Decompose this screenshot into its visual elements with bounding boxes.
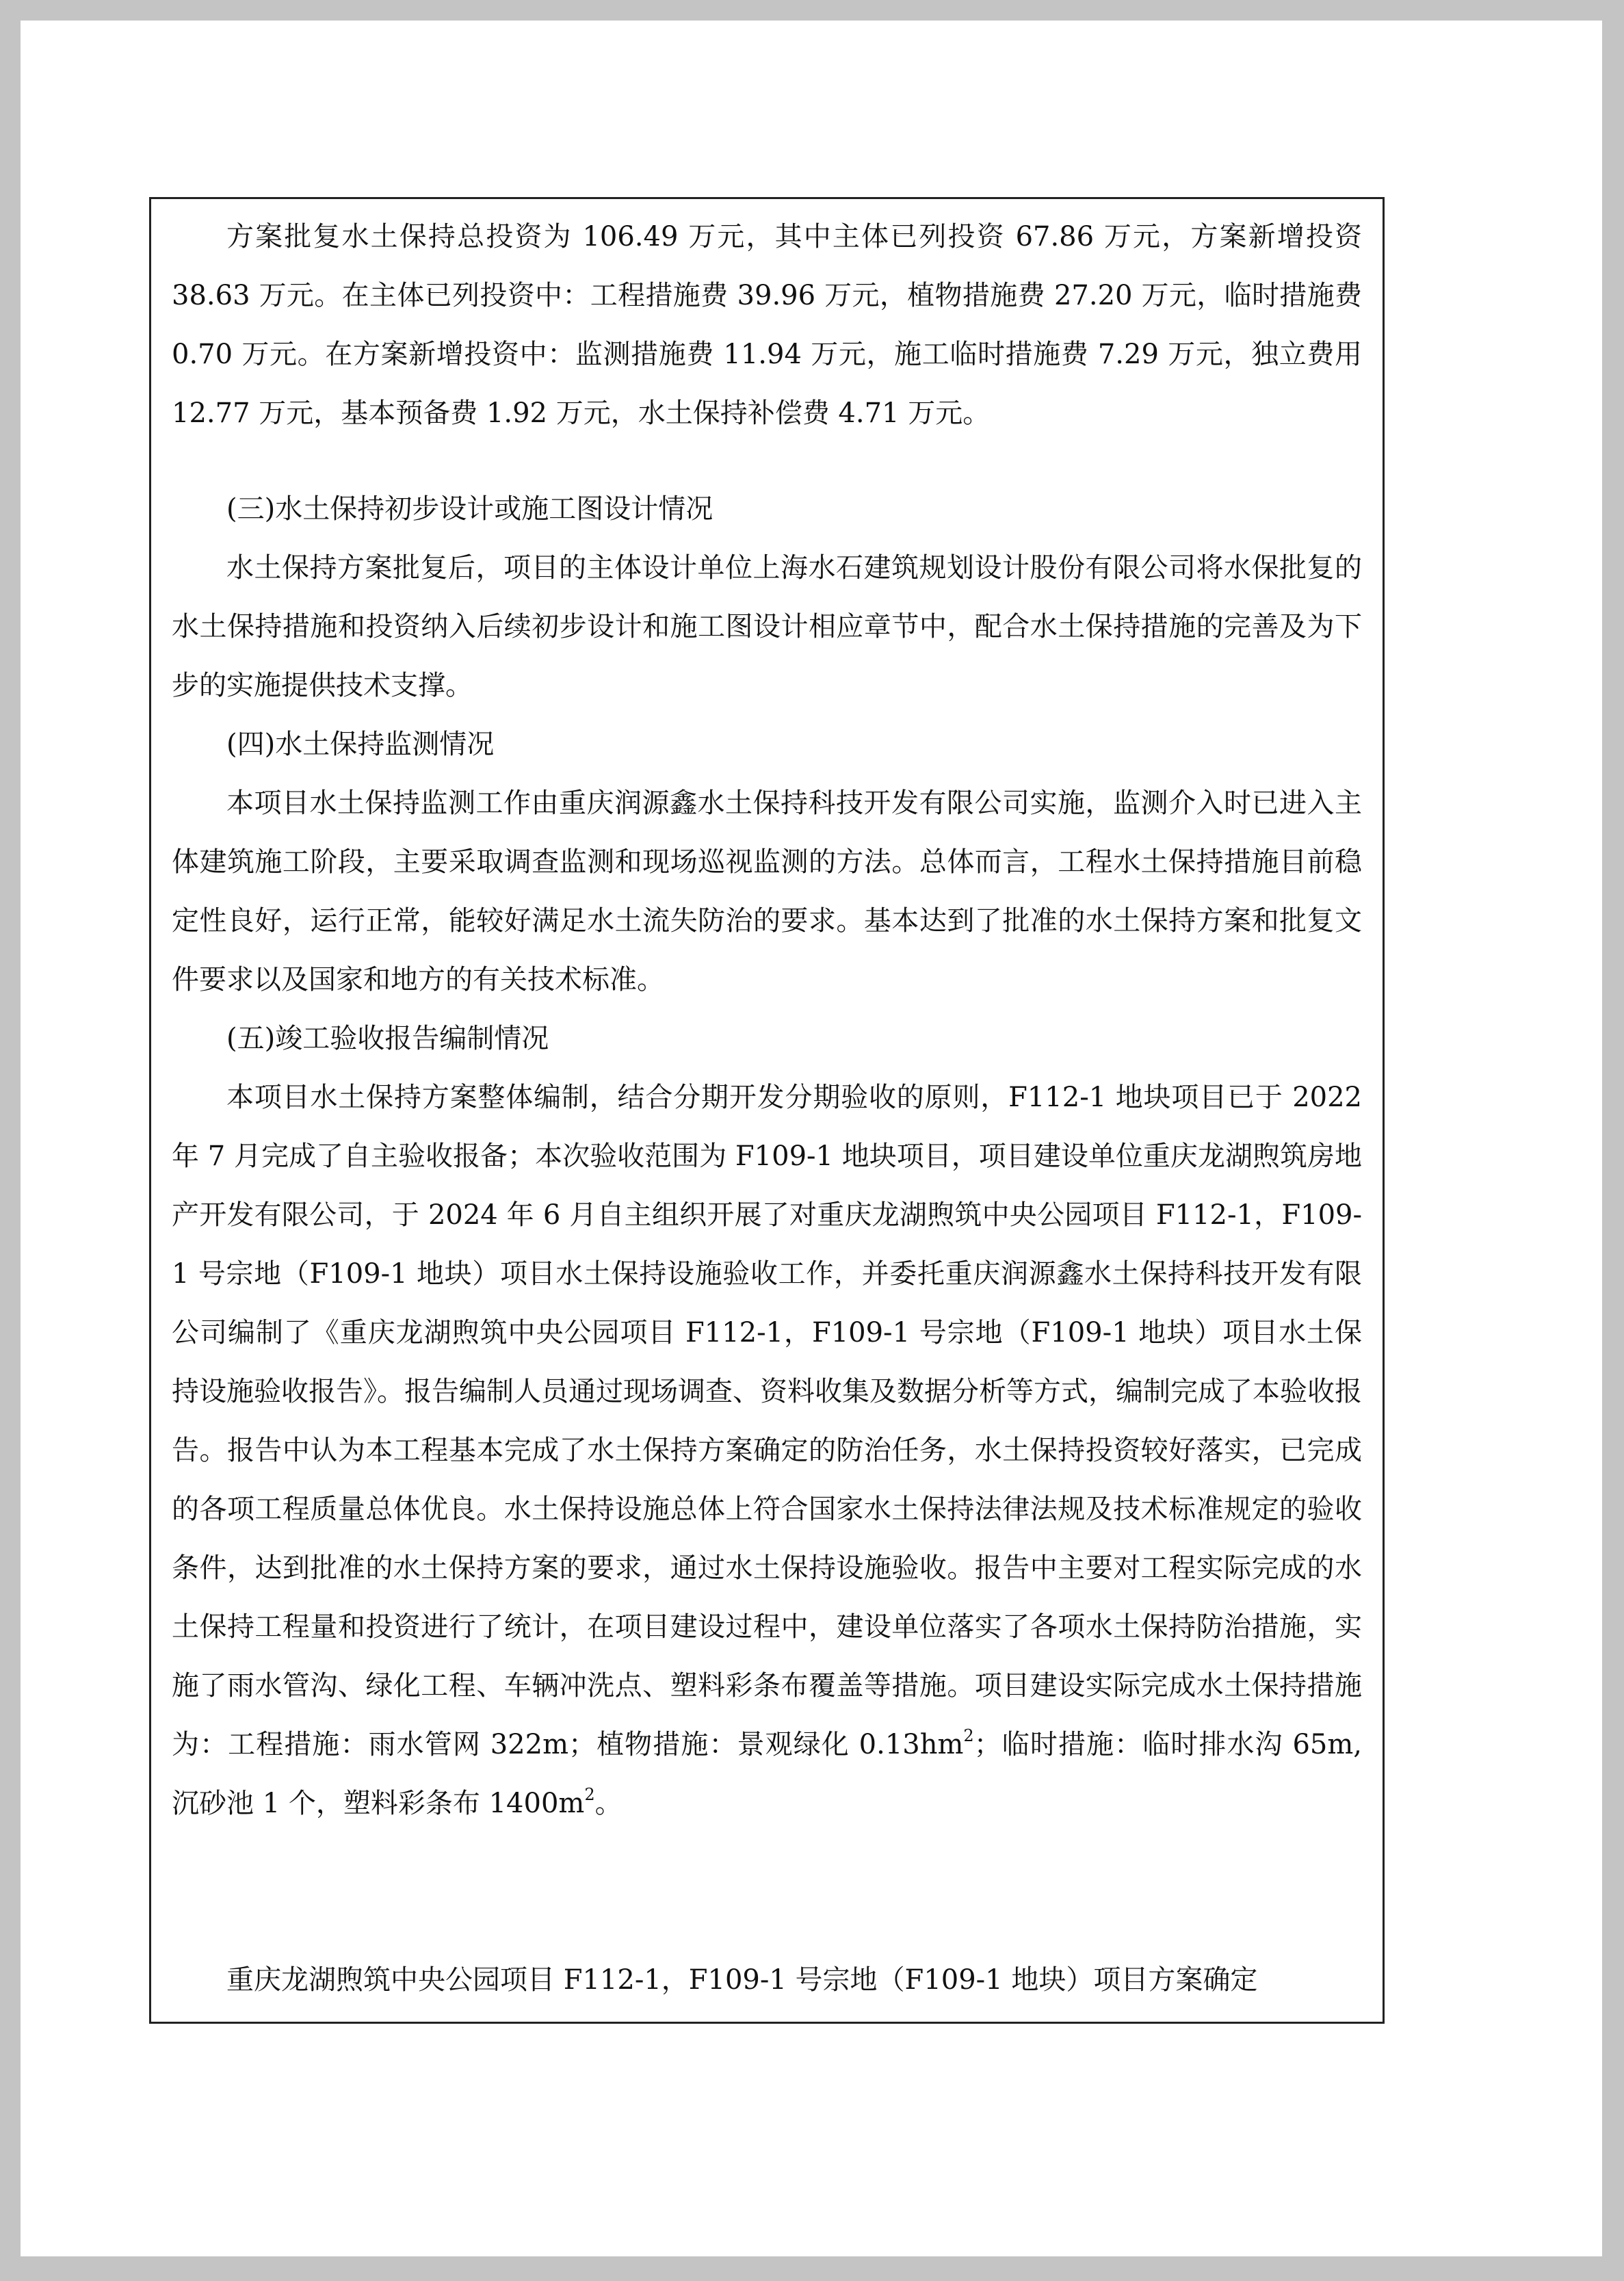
heading-section-3: (三)水土保持初步设计或施工图设计情况	[226, 493, 713, 525]
paragraph-design: 水土保持方案批复后，项目的主体设计单位上海水石建筑规划设计股份有限公司将水保批复的水土保持措施和投资纳入后续初步设计和施工图设计相应章节中，配合水土保持措施的完善及为下步的实施提供技术支撑。	[172, 552, 1362, 701]
paragraph-monitoring: 本项目水土保持监测工作由重庆润源鑫水土保持科技开发有限公司实施，监测介入时已进入主体建筑施工阶段，主要采取调查监测和现场巡视监测的方法。总体而言，工程水土保持措施目前稳定性良好，运行正常，能较好满足水土流失防治的要求。基本达到了批准的水土保持方案和批复文件要求以及国家和地方的有关技术标准。	[172, 787, 1362, 995]
heading-section-4: (四)水土保持监测情况	[226, 729, 495, 760]
paragraph-last: 重庆龙湖煦筑中央公园项目 F112-1，F109-1 号宗地（F109-1 地块）项目方案确定	[226, 1964, 1258, 1996]
report-text-main: 本项目水土保持方案整体编制，结合分期开发分期验收的原则，F112-1 地块项目已于 2022 年 7 月完成了自主验收报备；本次验收范围为 F109-1 地块项目，项目建设单位重庆龙湖煦筑房地产开发有限公司，于 2024 年 6 月自主组织开展了对重庆龙湖煦筑中央公园项目 F112-1，F109-1 号宗地（F109-1 地块）项目水土保持设施验收工作，并委托重庆润源鑫水土保持科技开发有限公司编制了《重庆龙湖煦筑中央公园项目 F112-1，F109-1 号宗地（F109-1 地块）项目水土保持设施验收报告》。报告编制人员通过现场调查、资料收集及数据分析等方式，编制完成了本验收报告。报告中认为本工程基本完成了水土保持方案确定的防治任务，水土保持投资较好落实，已完成的各项工程质量总体优良。水土保持设施总体上符合国家水土保持法律法规及技术标准规定的验收条件，达到批准的水土保持方案的要求，通过水土保持设施验收。报告中主要对工程实际完成的水土保持工程量和投资进行了统计，在项目建设过程中，建设单位落实了各项水土保持防治措施，实施了雨水管沟、绿化工程、车辆冲洗点、塑料彩条布覆盖等措施。项目建设实际完成水土保持措施为：工程措施：雨水管网 322m；植物措施：景观绿化 0.13hm	[172, 1082, 1362, 1760]
document-page	[21, 21, 1602, 2256]
report-text-mid: ；临时措施：临时排水沟 65m,沉砂池 1 个，塑料彩条布 1400m	[172, 1729, 1362, 1819]
superscript: 2	[963, 1726, 974, 1745]
superscript: 2	[584, 1785, 595, 1804]
paragraph-report	[151, 1068, 1383, 1833]
heading-section-5: (五)竣工验收报告编制情况	[226, 1023, 549, 1054]
paragraph-investment: 方案批复水土保持总投资为 106.49 万元，其中主体已列投资 67.86 万元，方案新增投资 38.63 万元。在主体已列投资中：工程措施费 39.96 万元，植物措施费 27.20 万元，临时措施费 0.70 万元。在方案新增投资中：监测措施费 11.94 万元，施工临时措施费 7.29 万元，独立费用 12.77 万元，基本预备费 1.92 万元，水土保持补偿费 4.71 万元。	[172, 221, 1362, 429]
content-frame	[149, 197, 1385, 2024]
report-text-end: 。	[594, 1788, 623, 1819]
